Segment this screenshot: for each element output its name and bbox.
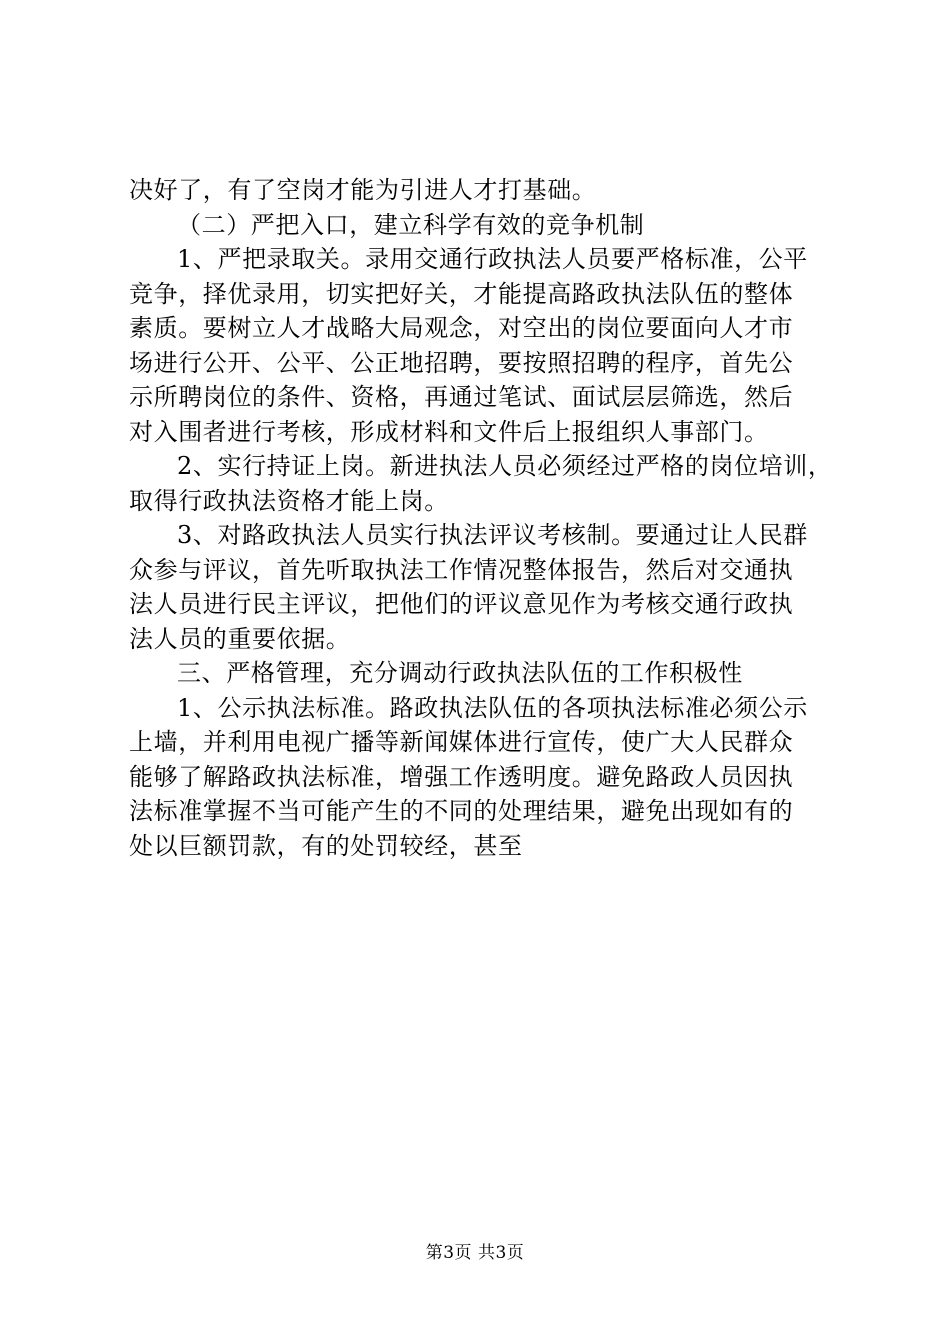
text-line: 取得行政执法资格才能上岗。: [129, 486, 449, 515]
text-line: 众参与评议，首先听取执法工作情况整体报告，然后对交通执: [129, 555, 794, 584]
text-line: 法人员进行民主评议，把他们的评议意见作为考核交通行政执: [129, 590, 794, 618]
document-body: [129, 173, 833, 863]
text-line: 2、实行持证上岗。新进执法人员必须经过严格的岗位培训，: [177, 452, 833, 480]
text-line: 1、公示执法标准。路政执法队伍的各项执法标准必须公示: [177, 693, 808, 722]
text-line: 3、对路政执法人员实行执法评议考核制。要通过让人民群: [177, 521, 808, 549]
text-line: 竞争，择优录用，切实把好关，才能提高路政执法队伍的整体: [129, 279, 794, 308]
text-line: 处以巨额罚款，有的处罚较经，甚至: [129, 831, 523, 860]
text-line: 1、严把录取关。录用交通行政执法人员要严格标准，公平: [177, 245, 808, 273]
text-line: 示所聘岗位的条件、资格，再通过笔试、面试层层筛选，然后: [129, 383, 794, 411]
text-line: 法标准掌握不当可能产生的不同的处理结果，避免出现如有的: [129, 797, 794, 825]
text-line: 场进行公开、公平、公正地招聘，要按照招聘的程序，首先公: [129, 348, 794, 377]
text-line: 法人员的重要依据。: [129, 624, 351, 653]
text-line: 能够了解路政执法标准，增强工作透明度。避免路政人员因执: [129, 762, 794, 791]
text-line: 对入围者进行考核，形成材料和文件后上报组织人事部门。: [129, 417, 769, 446]
section-heading: 三、严格管理，充分调动行政执法队伍的工作积极性: [177, 659, 743, 687]
text-line: 决好了，有了空岗才能为引进人才打基础。: [129, 176, 597, 204]
text-line: 上墙，并利用电视广播等新闻媒体进行宣传，使广大人民群众: [129, 728, 794, 756]
page-footer: 第3页 共3页: [425, 1243, 525, 1263]
text-line: 素质。要树立人才战略大局观念，对空出的岗位要面向人才市: [129, 314, 794, 342]
section-heading: （二）严把入口，建立科学有效的竞争机制: [177, 210, 645, 239]
